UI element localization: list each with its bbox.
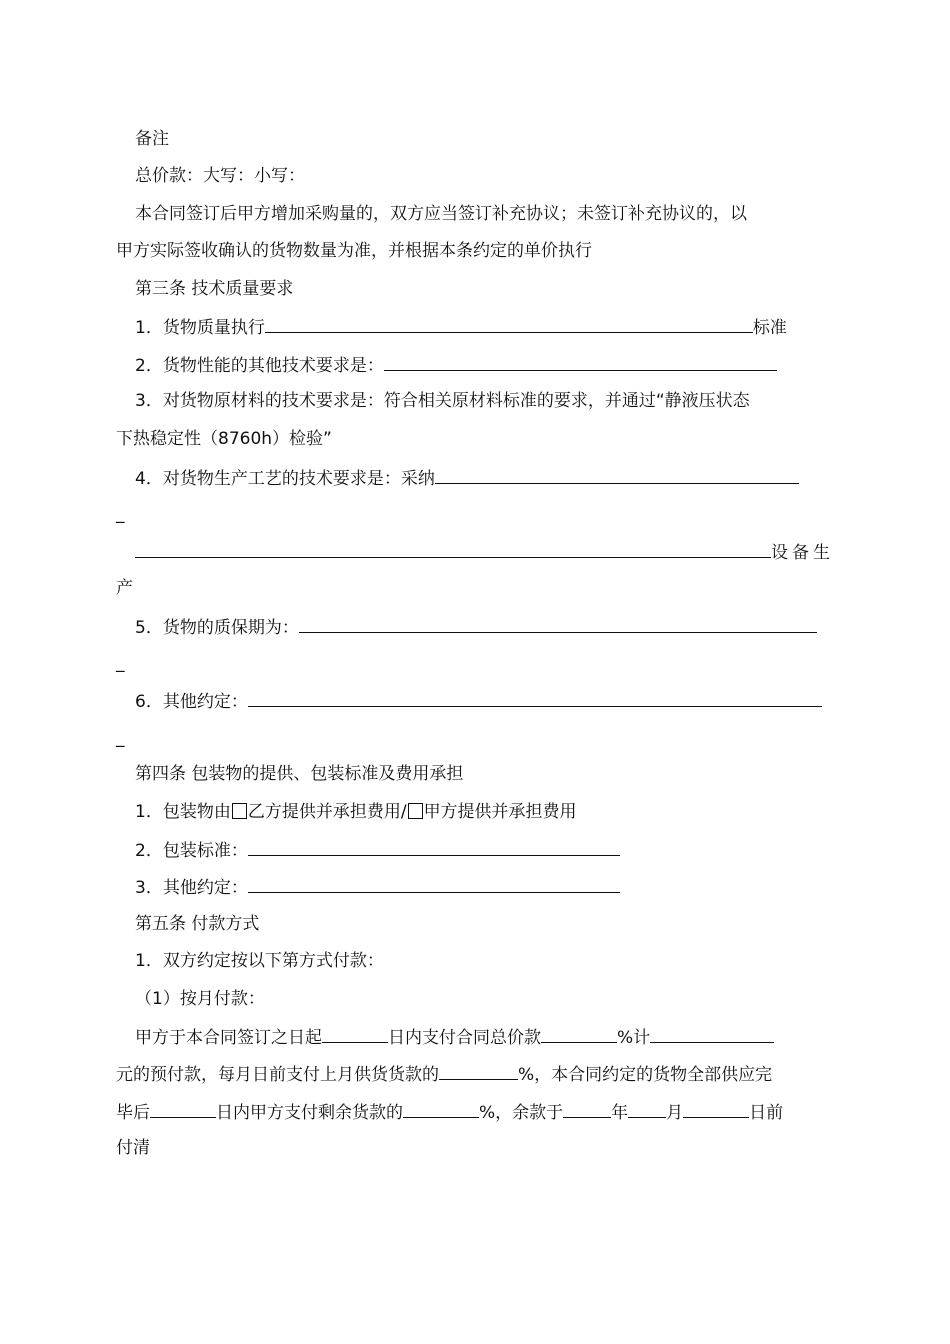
checkbox[interactable] [408,803,423,819]
item-text: 日内甲方支付剩余货款的 [216,1103,403,1123]
item-text: 月 [666,1103,684,1123]
quality-item-2 [135,352,777,378]
item-text: 年 [611,1103,629,1123]
blank-field[interactable] [403,1099,479,1118]
payment-item-1: 1．双方约定按以下第方式付款： [135,951,384,971]
item-text: 1．货物质量执行 [135,318,265,338]
item-text: %，本合同约定的货物全部供应完 [518,1065,773,1085]
quality-item-4-end: 产 [116,578,133,598]
item-text: 2．包装标准： [135,841,248,861]
blank-field[interactable] [650,1024,774,1043]
payment-paragraph-end: 付清 [116,1138,150,1158]
item-text: 1．包装物由 [135,802,231,822]
underscore-tail: _ [116,653,125,673]
blank-field[interactable] [248,688,822,707]
item-text: 4．对货物生产工艺的技术要求是：采纳 [135,469,435,489]
total-price-line: 总价款：大写：小写： [135,166,305,186]
packaging-item-2 [135,837,620,863]
payment-paragraph-line [135,1024,774,1050]
blank-field[interactable] [439,1061,518,1080]
article-3-heading: 第三条 技术质量要求 [135,279,294,299]
item-text: 标准 [752,318,787,338]
quality-item-3: 3．对货物原材料的技术要求是：符合相关原材料标准的要求，并通过“静液压状态 [135,391,750,411]
quality-item-3-cont: 下热稳定性（8760h）检验” [116,429,332,449]
quality-item-4-cont [135,539,834,565]
article-5-heading: 第五条 付款方式 [135,914,260,934]
quality-item-6 [135,688,822,714]
item-text: 日前 [749,1103,784,1123]
paragraph-line: 本合同签订后甲方增加采购量的，双方应当签订补充协议；未签订补充协议的，以 [135,204,747,224]
blank-field[interactable] [628,1099,666,1118]
item-text: %，余款于 [479,1103,564,1123]
checkbox[interactable] [232,803,247,819]
packaging-item-1 [135,800,577,824]
item-text: 设备生 [771,543,834,563]
item-text: 乙方提供并承担费用/ [247,802,407,822]
payment-paragraph-line [116,1061,772,1087]
item-text: 毕后 [116,1103,150,1123]
blank-field[interactable] [248,837,620,856]
blank-field[interactable] [135,539,771,558]
item-text: 日内支付合同总价款 [388,1028,541,1048]
blank-field[interactable] [150,1099,216,1118]
payment-monthly: （1）按月付款： [135,989,265,1009]
underscore-tail: _ [116,728,125,748]
underscore-tail: _ [116,504,125,524]
item-text: 6．其他约定： [135,692,248,712]
quality-item-5 [135,614,817,640]
item-text: 元的预付款，每月日前支付上月供货货款的 [116,1065,439,1085]
quality-item-4 [135,465,799,491]
blank-field[interactable] [563,1099,611,1118]
item-text: 2．货物性能的其他技术要求是： [135,356,384,376]
blank-field[interactable] [384,352,777,371]
packaging-item-3 [135,874,620,900]
quality-item-1 [135,314,787,340]
blank-field[interactable] [248,874,620,893]
blank-field[interactable] [435,465,799,484]
item-text: 5．货物的质保期为： [135,618,299,638]
item-text: 甲方于本合同签订之日起 [135,1028,322,1048]
blank-field[interactable] [322,1024,388,1043]
paragraph-line: 甲方实际签收确认的货物数量为准，并根据本条约定的单价执行 [116,241,592,261]
blank-field[interactable] [299,614,817,633]
blank-field[interactable] [541,1024,617,1043]
item-text: 甲方提供并承担费用 [423,802,577,822]
remark-label: 备注 [135,129,169,149]
item-text: 3．其他约定： [135,878,248,898]
blank-field[interactable] [265,314,753,333]
article-4-heading: 第四条 包装物的提供、包装标准及费用承担 [135,764,464,784]
blank-field[interactable] [683,1099,749,1118]
payment-paragraph-line [116,1099,783,1125]
item-text: %计 [617,1028,651,1048]
